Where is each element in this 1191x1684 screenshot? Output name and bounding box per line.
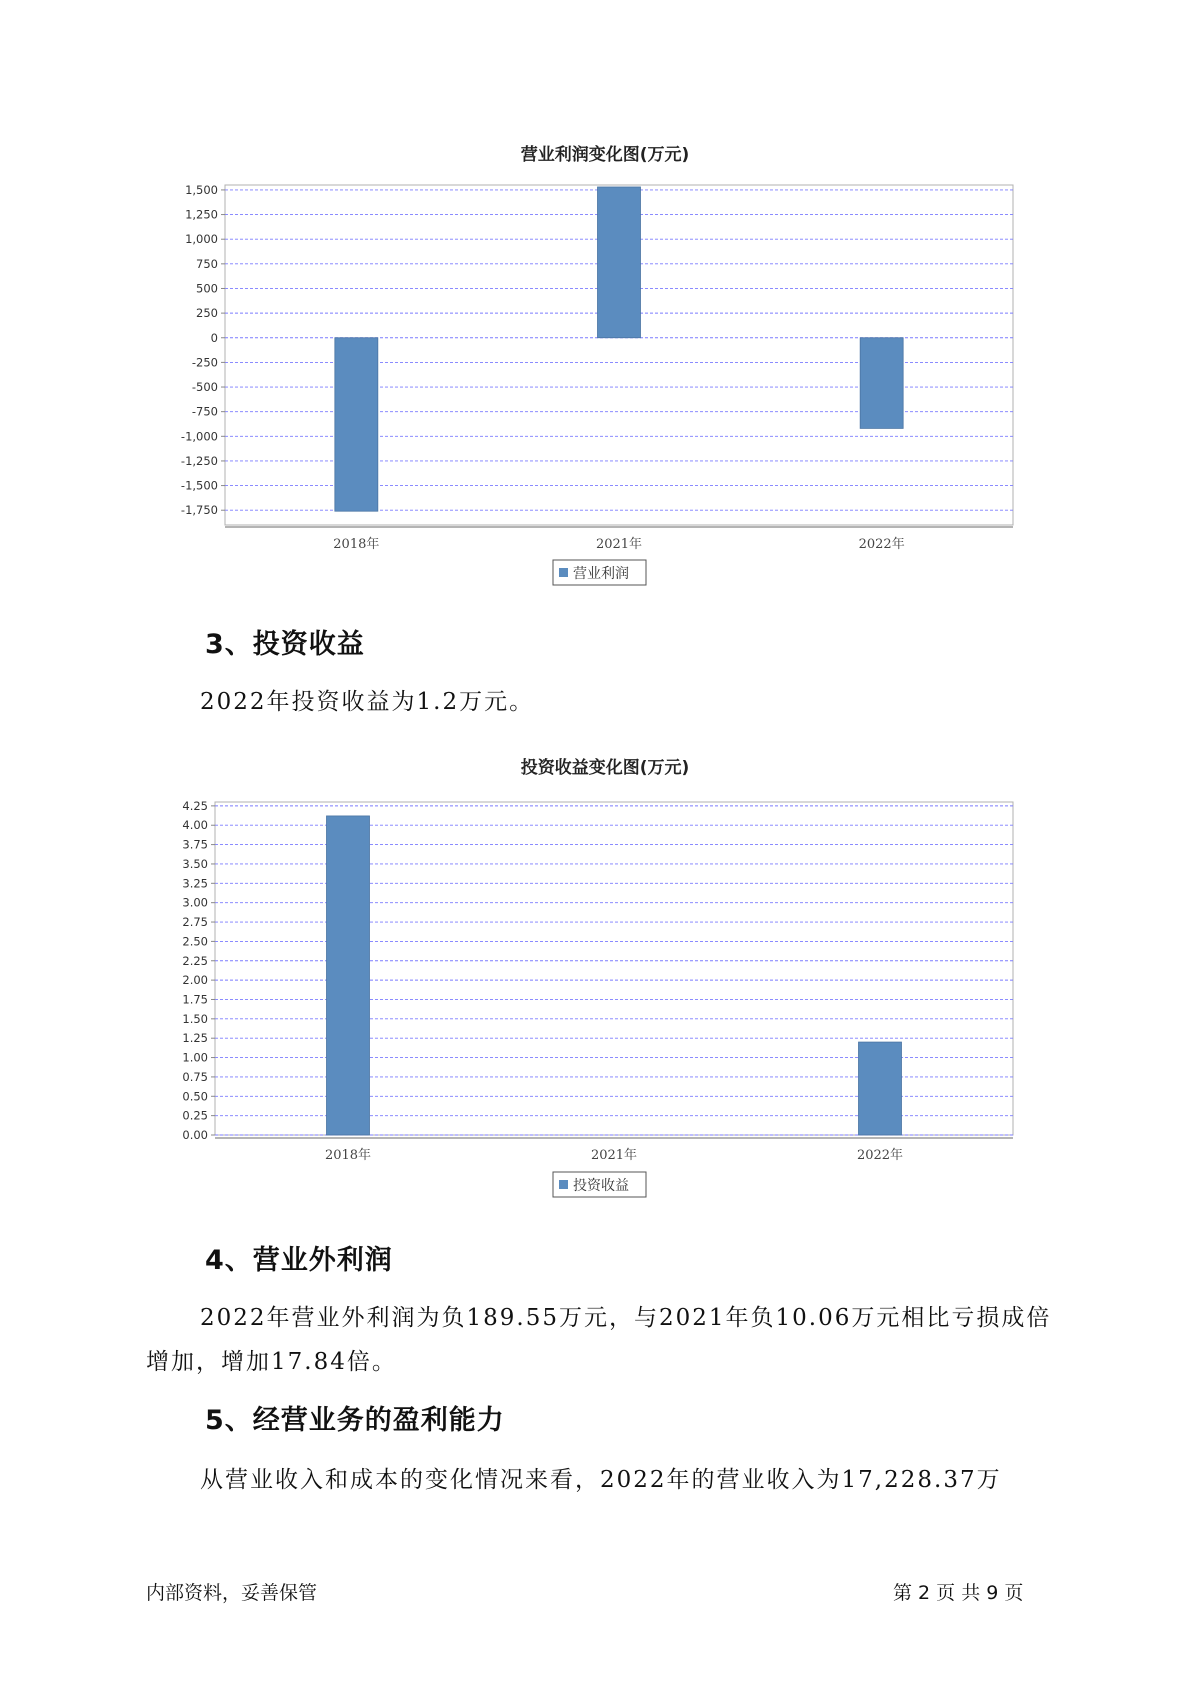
y-tick-label: 0.25 <box>182 1108 208 1123</box>
y-tick-label: 3.25 <box>182 876 208 891</box>
chart-title: 投资收益变化图(万元) <box>520 758 690 778</box>
chart-title: 营业利润变化图(万元) <box>520 145 690 165</box>
chart-legend <box>553 560 646 585</box>
chart-legend <box>553 1172 646 1197</box>
y-tick-label: 1.25 <box>182 1031 208 1046</box>
y-tick-label: 3.00 <box>182 895 208 910</box>
section-4-heading: 4、营业外利润 <box>205 1245 393 1276</box>
y-tick-label: 0 <box>210 330 218 345</box>
operating-profit-chart <box>0 130 1191 600</box>
y-tick-label: 3.75 <box>182 837 208 852</box>
section-3-text: 2022年投资收益为1.2万元。 <box>200 689 535 715</box>
y-tick-label: -750 <box>191 404 218 419</box>
section-5-heading: 5、经营业务的盈利能力 <box>205 1405 505 1436</box>
y-tick-label: 3.50 <box>182 856 208 871</box>
footer-page-number: 第 2 页 共 9 页 <box>893 1582 1024 1604</box>
y-tick-label: 1.50 <box>182 1011 208 1026</box>
bar-2021年 <box>598 187 641 338</box>
x-category-label: 2018年 <box>333 537 380 552</box>
investment-income-chart <box>0 745 1191 1215</box>
bar-2022年 <box>859 1042 902 1135</box>
bar-2018年 <box>335 338 378 511</box>
x-category-label: 2021年 <box>595 537 643 552</box>
investment-income-chart-svg <box>0 745 1191 1215</box>
y-tick-label: -1,750 <box>180 503 218 518</box>
x-category-label: 2022年 <box>856 1148 904 1163</box>
operating-profit-chart-svg <box>0 130 1191 600</box>
y-tick-label: 1.00 <box>182 1050 208 1065</box>
y-tick-label: 0.50 <box>182 1089 208 1104</box>
x-category-label: 2021年 <box>590 1148 638 1163</box>
y-tick-label: 0.00 <box>182 1128 208 1142</box>
x-category-label: 2022年 <box>858 537 905 552</box>
legend-swatch <box>559 568 568 577</box>
y-tick-label: 1,500 <box>185 182 218 197</box>
legend-swatch <box>559 1180 568 1189</box>
footer-confidential-note: 内部资料，妥善保管 <box>146 1582 318 1604</box>
y-tick-label: 1,250 <box>185 207 218 222</box>
bar-2018年 <box>327 816 370 1135</box>
y-tick-label: 2.75 <box>182 915 208 930</box>
y-tick-label: 4.00 <box>182 818 208 833</box>
y-tick-label: 1,000 <box>185 232 218 247</box>
y-tick-label: -1,500 <box>180 478 218 493</box>
y-tick-label: -500 <box>191 380 218 395</box>
y-tick-label: 2.25 <box>182 953 208 968</box>
x-category-label: 2018年 <box>324 1148 372 1163</box>
y-tick-label: 4.25 <box>182 798 208 813</box>
bar-2022年 <box>860 338 903 429</box>
y-tick-label: 0.75 <box>182 1069 208 1084</box>
y-tick-label: -250 <box>191 355 218 370</box>
y-tick-label: 250 <box>196 306 218 321</box>
y-tick-label: 2.00 <box>182 973 208 988</box>
legend-label: 投资收益 <box>573 1178 629 1194</box>
y-tick-label: -1,250 <box>180 453 218 468</box>
section-5-text: 从营业收入和成本的变化情况来看，2022年的营业收入为17,228.37万 <box>200 1467 1002 1493</box>
y-tick-label: 500 <box>196 281 218 296</box>
legend-label: 营业利润 <box>573 566 629 582</box>
section-3-heading: 3、投资收益 <box>205 629 365 660</box>
y-tick-label: 750 <box>196 256 218 271</box>
section-4-text: 2022年营业外利润为负189.55万元，与2021年负10.06万元相比亏损成倍增加，增加17.84倍。 <box>146 1305 1052 1375</box>
y-tick-label: -1,000 <box>180 429 218 444</box>
y-tick-label: 1.75 <box>182 992 208 1007</box>
y-tick-label: 2.50 <box>182 934 208 949</box>
